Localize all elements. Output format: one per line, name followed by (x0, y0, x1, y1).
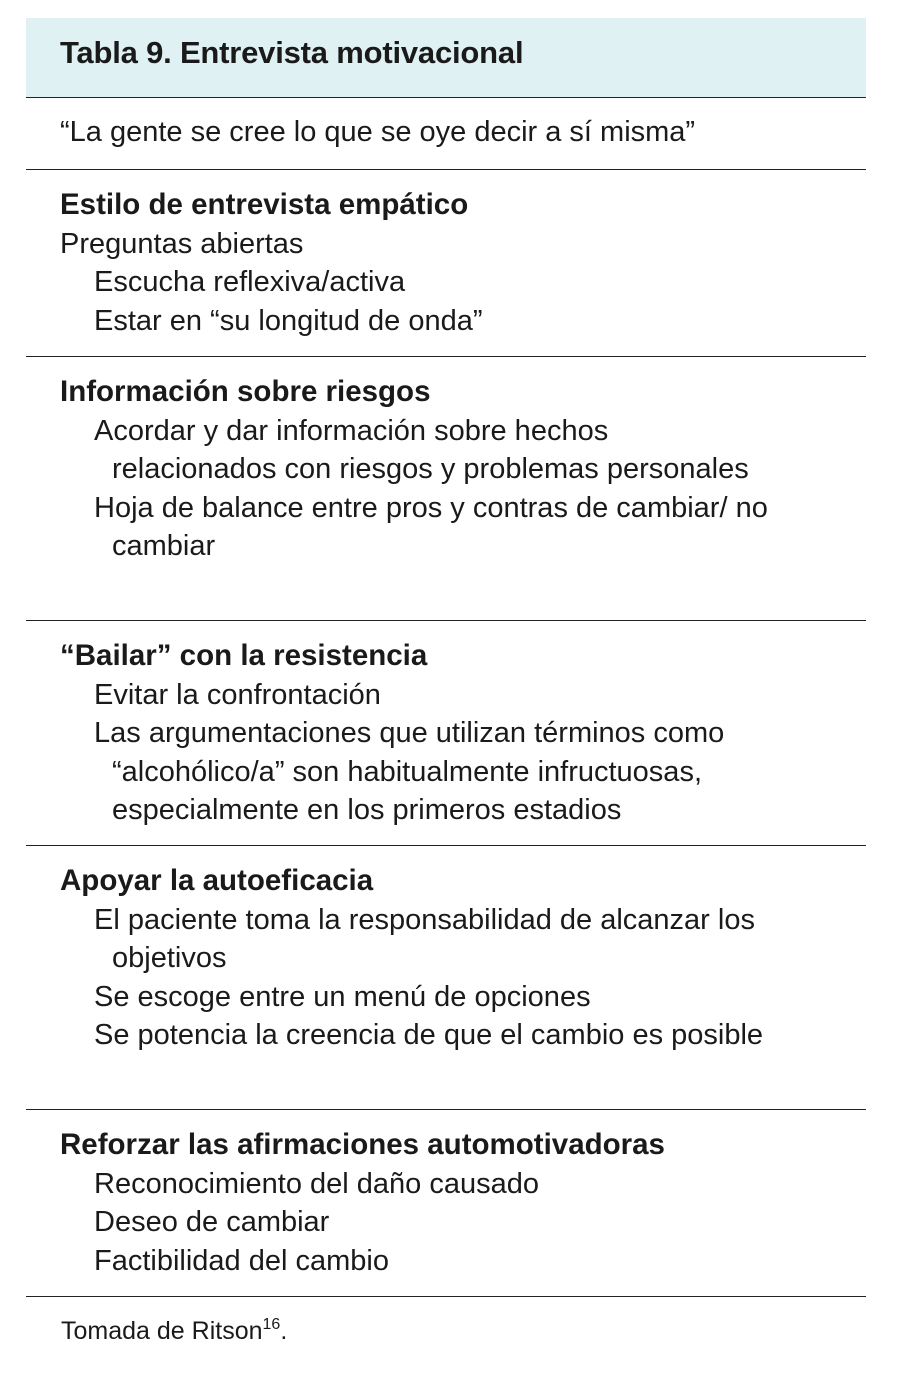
section-heading: Reforzar las afirmaciones automotivadoras (60, 1128, 665, 1161)
list-item: Acordar y dar información sobre hechos relacionados con riesgos y problemas personales (94, 414, 749, 485)
table-title-bar (26, 18, 866, 98)
section-heading: Información sobre riesgos (60, 375, 431, 408)
footnote-period: . (280, 1317, 288, 1345)
section-heading: Apoyar la autoeficacia (60, 864, 374, 897)
list-item: Estar en “su longitud de onda” (94, 304, 483, 337)
footnote-reference: 16 (262, 1316, 281, 1333)
table-title: Tabla 9. Entrevista motivacional (60, 34, 524, 70)
list-item: Deseo de cambiar (94, 1206, 330, 1238)
list-item: Evitar la confrontación (94, 678, 381, 711)
section-resistance (26, 621, 866, 846)
list-item: El paciente toma la responsabilidad de alcanzar los objetivos (94, 903, 755, 974)
list-item: Se potencia la creencia de que el cambio es posible (94, 1019, 764, 1051)
section-self-efficacy (26, 846, 866, 1110)
section-heading: “Bailar” con la resistencia (60, 639, 428, 672)
table-quote: “La gente se cree lo que se oye decir a sí misma” (26, 98, 866, 170)
list-item: Las argumentaciones que utilizan términos como “alcohólico/a” son habitualmente infructuosas, especialmente en los primeros estadios (94, 717, 725, 826)
section-heading: Estilo de entrevista empático (60, 188, 469, 221)
list-item: Se escoge entre un menú de opciones (94, 980, 591, 1013)
list-item: Factibilidad del cambio (94, 1244, 389, 1277)
list-item: Hoja de balance entre pros y contras de cambiar/ no cambiar (94, 491, 768, 562)
footnote-source: Tomada de Ritson (61, 1317, 263, 1345)
list-item: Preguntas abiertas (60, 227, 304, 260)
section-empathic-style (26, 170, 866, 357)
section-risk-information (26, 357, 866, 621)
section-self-motivating-statements (26, 1110, 866, 1297)
list-item: Reconocimiento del daño causado (94, 1167, 539, 1200)
list-item: Escucha reflexiva/activa (94, 266, 406, 298)
table-footnote (61, 1316, 287, 1346)
motivational-interview-table (26, 18, 866, 1297)
